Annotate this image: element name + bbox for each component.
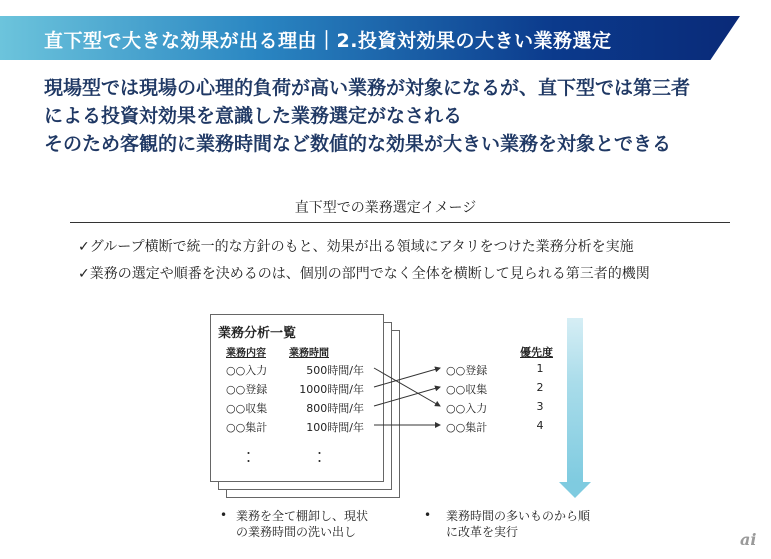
priority-row-rank: 2 — [536, 381, 544, 394]
analysis-row-time: 100時間/年 — [306, 421, 364, 434]
priority-row-task: ○○収集 — [446, 383, 488, 396]
analysis-row-time: 800時間/年 — [306, 402, 364, 415]
headline-line-1: 現場型では現場の心理的負荷が高い業務が対象になるが、直下型では第三者 — [44, 77, 691, 99]
connector-register — [374, 368, 440, 387]
connector-collect — [374, 387, 440, 406]
footnote-bullet-icon: • — [424, 508, 432, 522]
site-logo: ai — [740, 530, 757, 549]
down-arrow-icon — [567, 318, 583, 482]
bullet-1: ✓グループ横断で統一的な方針のもと、効果が出る領域にアタリをつけた業務分析を実施 — [78, 239, 634, 255]
ellipsis-right: ・ ・ — [314, 447, 325, 468]
headline-line-2: による投資対効果を意識した業務選定がなされる — [44, 105, 463, 127]
priority-row-task: ○○集計 — [446, 421, 488, 434]
analysis-row-task: ○○収集 — [226, 402, 268, 415]
priority-row-rank: 3 — [536, 400, 544, 413]
down-arrow-head-icon — [559, 482, 591, 498]
footnote-bullet-icon: • — [220, 508, 228, 522]
analysis-row-task: ○○登録 — [226, 383, 268, 396]
priority-row-rank: 4 — [536, 419, 544, 432]
column-header-task: 業務内容 — [226, 348, 266, 359]
ellipsis-left: ・ ・ — [243, 447, 254, 468]
footnote-left: 業務を全て棚卸し、現状の業務時間の洗い出し — [236, 509, 369, 539]
analysis-row-task: ○○入力 — [226, 364, 268, 377]
section-subtitle: 直下型での業務選定イメージ — [294, 200, 477, 216]
bullet-2: ✓業務の選定や順番を決めるのは、個別の部門でなく全体を横断して見られる第三者的機関 — [78, 266, 650, 282]
analysis-row-task: ○○集計 — [226, 421, 268, 434]
footnote-right: 業務時間の多いものから順に改革を実行 — [446, 509, 591, 539]
connector-input — [374, 368, 440, 406]
priority-row-task: ○○入力 — [446, 402, 488, 415]
analysis-row-time: 1000時間/年 — [299, 383, 364, 396]
headline-line-3: そのため客観的に業務時間など数値的な効果が大きい業務を対象とできる — [44, 133, 672, 155]
priority-row-rank: 1 — [536, 362, 544, 375]
analysis-sheet-title: 業務分析一覧 — [218, 326, 297, 341]
analysis-row-time: 500時間/年 — [306, 364, 364, 377]
column-header-time: 業務時間 — [289, 348, 329, 359]
priority-header: 優先度 — [520, 346, 553, 359]
priority-row-task: ○○登録 — [446, 364, 488, 377]
page-title: 直下型で大きな効果が出る理由｜2.投資対効果の大きい業務選定 — [44, 30, 612, 52]
